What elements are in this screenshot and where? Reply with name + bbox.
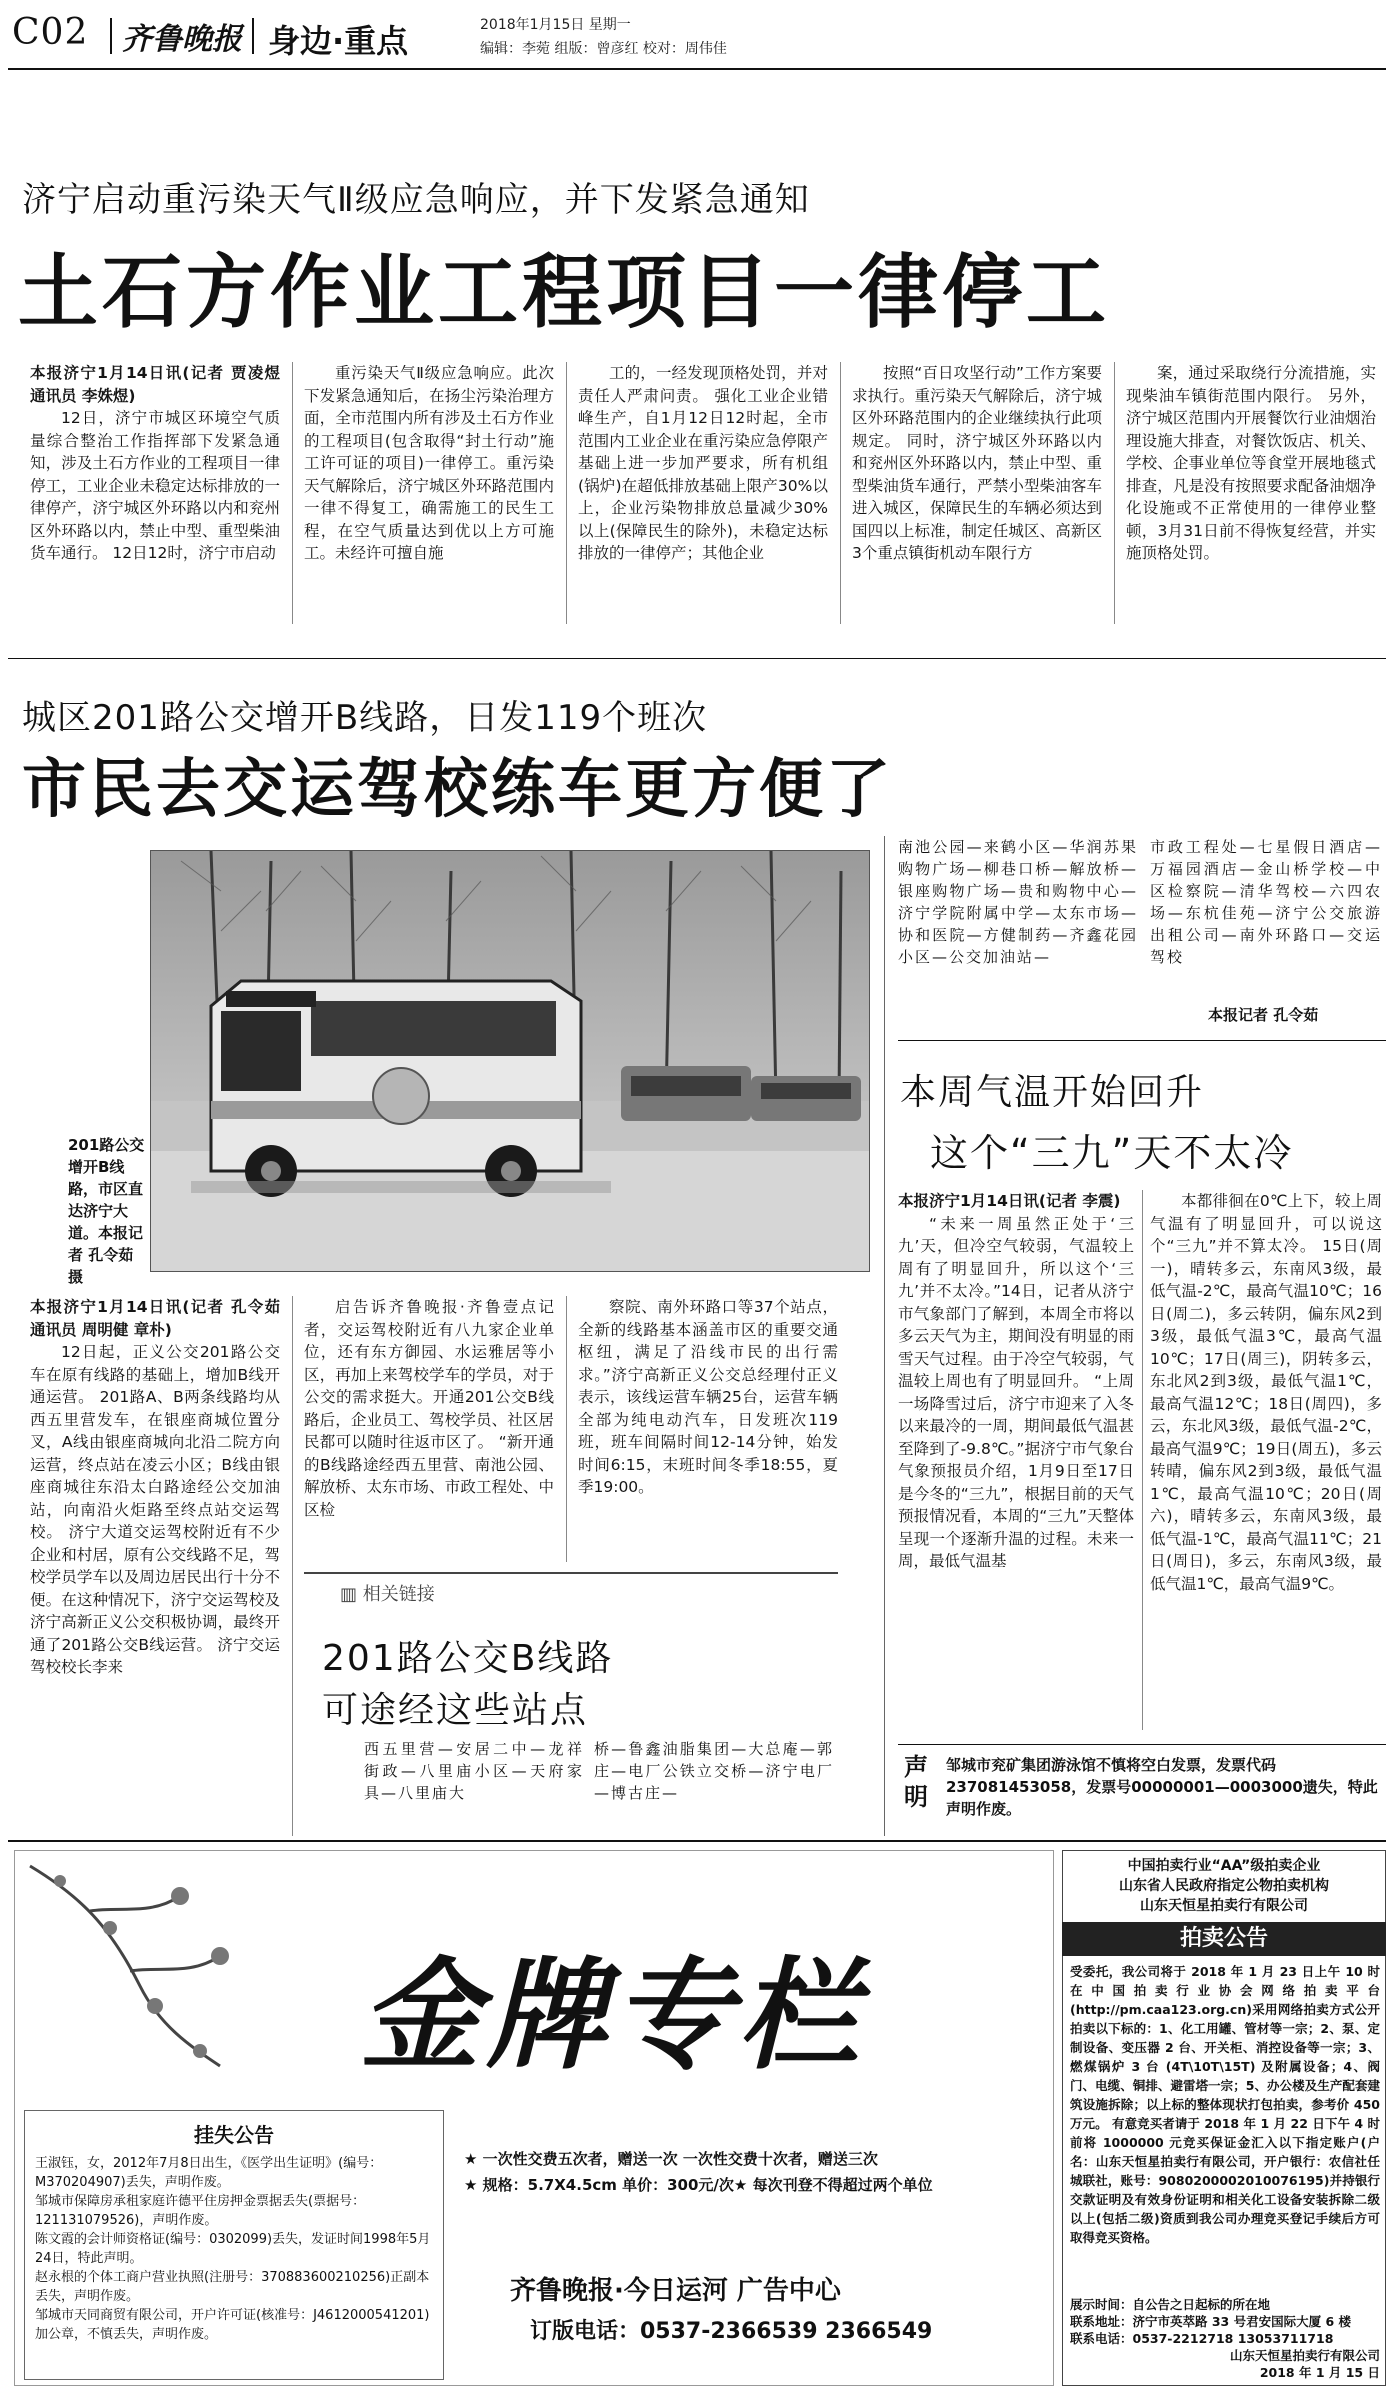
link-rule [304,1572,838,1574]
article-column [304,362,554,624]
ad-center-phone: 订版电话：0537-2366539 2366549 [530,2319,933,2344]
article-headline: 这个“三九”天不太冷 [930,1131,1294,1175]
column-divider [840,362,841,624]
auction-address: 联系地址：济宁市英萃路 33 号君安国际大厦 6 楼 [1070,2314,1352,2329]
article-column [578,362,828,624]
article-text: 案，通过采取绕行分流措施，实现柴油车镇街范围内限行。 另外，济宁城区范围内开展餐饮行业油烟治理设施大排查，对餐饮饭店、机关、学校、企事业单位等食堂开展地毯式排查，凡是没有按照要求配备油烟净化设施或不正常使用的一律停业整顿，3月31日前不得恢复经营，并实施顶格处罚。 [1126,364,1376,562]
auction-org-line: 中国拍卖行业“AA”级拍卖企业 [1127,1858,1321,1874]
section-rule [8,658,1386,659]
article-column [30,1296,280,1836]
price-line: ★ 一次性交费五次者，赠送一次 一次性交费十次者，赠送三次 [464,2150,878,2168]
auction-contact [1070,2296,1380,2381]
article-headline: 市民去交运驾校练车更方便了 [22,753,893,827]
section-rule [898,1040,1386,1041]
column-divider [292,362,293,624]
article-column [1126,362,1376,624]
section-title: 身边·重点 [268,22,409,60]
article-text: 本都徘徊在0℃上下，较上周气温有了明显回升，可以说这个“三九”并不算太冷。 15日(周一)，晴转多云，东南风3级，最低气温-2℃，最高气温10℃；16日(周二)，多云转阴，偏东风2到3级，最低气温3℃，最高气温10℃；17日(周三)，阴转多云，东北风2到3级，最低气温1℃，最高气温12℃；18日(周四)，多云，东北风3级，最低气温-2℃，最高气温9℃；19日(周五)，多云转晴，偏东风2到3级，最低气温1℃，最高气温10℃；20日(周六)，晴转多云，东南风3级，最低气温-1℃，最高气温11℃；21日(周日)，多云，东南风3级，最低气温1℃，最高气温9℃。 [1150,1192,1382,1593]
lost-notice-item: 赵永根的个体工商户营业执照(注册号：370883600210256)正副本丢失，声明作废。 [35,2270,430,2304]
auction-org-lines [1062,1856,1386,1916]
article-column [1150,1190,1382,1730]
statement-label: 声明 [904,1753,928,1811]
lost-notice-item: 邹城市保障房承租家庭许德平住房押金票据丢失(票据号：121131079526)，声明作废。 [35,2194,366,2228]
article-kicker: 本周气温开始回升 [900,1072,1205,1113]
link-title: 201路公交B线路 [322,1638,614,1679]
section-rule [898,1744,1386,1745]
auction-title: 拍卖公告 [1062,1922,1386,1956]
auction-org-line: 山东省人民政府指定公物拍卖机构 [1119,1878,1329,1894]
station-list: 南池公园—来鹤小区—华润苏果购物广场—柳巷口桥—解放桥—银座购物广场—贵和购物中心—济宁学院附属中学—太东市场—协和医院—方健制药—齐鑫花园小区—公交加油站— [898,838,1138,966]
lost-notice-title: 挂失公告 [194,2123,274,2147]
paper-logo: 齐鲁晚报 [122,22,242,57]
article-text: “未来一周虽然正处于‘三九’天，但冷空气较弱，气温较上周有了明显回升，所以这个‘三九’并不太冷。”14日，记者从济宁市气象部门了解到，本周全市将以多云天气为主，期间没有明显的雨雪天气过程。由于冷空气较弱，气温较上周也有了明显回升。 “上周一场降雪过后，济宁市迎来了入冬以来最冷的一周，期间最低气温甚至降到了-9.8℃。”据济宁市气象台气象预报员介绍，1月9日至17日是今冬的“三九”，根据目前的天气预报情况看，本周的“三九”天整体呈现一个逐渐升温的过程。未来一周，最低气温基 [898,1214,1134,1570]
article-text: 工的，一经发现顶格处罚，并对责任人严肃问责。 强化工业企业错峰生产，自1月12日12时起，全市范围内工业企业在重污染应急停限产基础上进一步加严要求，所有机组(锅炉)在超低排放基础上限产30%以上，企业污染物排放总量减少30%以上(保障民生的除外)，未稳定达标排放的一律停产；其他企业 [578,364,828,562]
article-column [852,362,1102,624]
article-column [30,362,280,624]
auction-venue: 展示时间：自公告之日起标的所在地 [1070,2297,1271,2312]
article-byline: 本报济宁1月14日讯(记者 贾凌煜 通讯员 李姝煜) [30,364,280,405]
staff-line: 编辑：李菀 组版：曾彦红 校对：周伟佳 [480,41,727,57]
link-icon: ▥ [340,1584,358,1605]
article-headline: 土石方作业工程项目一律停工 [18,246,1110,339]
reporter-name: 本报记者 孔令茹 [1208,1006,1319,1024]
section-rule [8,1840,1386,1842]
article-byline: 本报济宁1月14日讯(记者 李震) [898,1192,1121,1210]
header-divider [252,18,254,54]
column-divider [1114,362,1115,624]
column-divider [566,362,567,624]
column-divider [884,836,885,1836]
auction-signature: 山东天恒星拍卖行有限公司 [1229,2348,1380,2363]
bus-illustration [151,851,870,1272]
auction-org-line: 山东天恒星拍卖行有限公司 [1140,1898,1308,1914]
auction-date: 2018 年 1 月 15 日 [1259,2365,1380,2380]
lost-notice-box [24,2110,444,2380]
article-column [304,1296,554,1562]
auction-phone: 联系电话：0537-2212718 13053711718 [1070,2331,1334,2346]
bus-photo [150,850,870,1272]
column-divider [566,1296,567,1562]
statement-text: 邹城市兖矿集团游泳馆不慎将空白发票，发票代码237081453058，发票号00000001—0003000遗失，特此声明作废。 [946,1756,1378,1818]
article-text: 按照“百日攻坚行动”工作方案要求执行。重污染天气解除后，济宁城区外环路范围内的企业继续执行此项规定。 同时，济宁城区外环路以内和兖州区外环路以内，禁止中型、重型柴油货车通行，严禁小型柴油客车进入城区，保障民生的车辆必须达到国四以上标准，制定任城区、高新区3个重点镇街机动车限行方 [852,364,1102,562]
page-number: C02 [12,12,89,53]
article-text: 启告诉齐鲁晚报·齐鲁壹点记者，交运驾校附近有八九家企业单位，还有东方御园、水运雅居等小区，再加上来驾校学车的学员，对于公交的需求挺大。开通201公交B线路后，企业员工、驾校学员、社区居民都可以随时往返市区了。 “新开通的B线路途经西五里营、南池公园、解放桥、太东市场、市政工程处、中区检 [304,1298,554,1519]
article-text: 察院、南外环路口等37个站点，全新的线路基本涵盖市区的重要交通枢纽，满足了沿线市民的出行需求。”济宁高新正义公交总经理付正义表示，该线运营车辆25台，运营车辆全部为纯电动汽车，日发班次119班，班车间隔时间12-14分钟，始发时间6:15，末班时间冬季18:55，夏季19:00。 [578,1298,838,1496]
plum-blossom-icon [20,1856,320,2076]
article-text: 12日，济宁市城区环境空气质量综合整治工作指挥部下发紧急通知，涉及土石方作业的工程项目一律停工，工业企业未稳定达标排放的一律停产，济宁城区外环路以内和兖州区外环路以内，禁止中型、重型柴油货车通行。 12日12时，济宁市启动 [30,409,280,562]
station-list: 市政工程处—七星假日酒店—万福园酒店—金山桥学校—中区检察院—清华驾校—六四农场—东杭佳苑—济宁公交旅游出租公司—南外环路口—交运驾校 [1150,838,1382,966]
lost-notice-list [25,2154,443,2344]
article-text: 12日起，正义公交201路公交车在原有线路的基础上，增加B线开通运营。 201路A、B两条线路均从西五里营发车，在银座商城位置分叉，A线由银座商城向北沿二院方向运营，终点站在凌云小区；B线由银座商城往东沿太白路途经公交加油站，向南沿火炬路至终点站交运驾校。 济宁大道交运驾校附近有不少企业和村居，原有公交线路不足，驾校学员学车以及周边居民出行十分不便。在这种情况下，济宁交运驾校及济宁高新正义公交积极协调，最终开通了201路公交B线运营。 济宁交运驾校校长李来 [30,1343,280,1676]
column-divider [1142,1190,1143,1730]
ad-center-name: 齐鲁晚报·今日运河 广告中心 [510,2276,841,2306]
lost-notice-item: 邹城市天同商贸有限公司，开户许可证(核准号：J4612000541201)加公章，不慎丢失，声明作废。 [35,2308,430,2342]
article-byline: 本报济宁1月14日讯(记者 孔令茹 通讯员 周明健 章朴) [30,1298,280,1339]
header-rule [8,68,1386,70]
article-column [578,1296,838,1562]
ad-logo-text: 金牌专栏 [360,1945,864,2086]
article-kicker: 城区201路公交增开B线路，日发119个班次 [22,698,708,738]
station-list: 桥—鲁鑫油脂集团—大总庵—郭庄—电厂公铁立交桥—济宁电厂—博古庄— [594,1740,834,1802]
column-divider [292,1296,293,1836]
lost-notice-item: 王淑钰，女，2012年7月8日出生，《医学出生证明》(编号：M370204907)丢失，声明作废。 [35,2156,383,2190]
photo-caption: 201路公交增开B线路，市区直达济宁大道。本报记者 孔令茹 摄 [68,1136,145,1286]
lost-notice-item: 陈文霞的会计师资格证(编号：0302099)丢失，发证时间1998年5月24日，特此声明。 [35,2232,431,2266]
related-link-label: ▥ 相关链接 [340,1584,435,1605]
article-kicker: 济宁启动重污染天气Ⅱ级应急响应，并下发紧急通知 [22,180,810,220]
date-line: 2018年1月15日 星期一 [480,17,631,33]
article-column [898,1190,1134,1730]
price-line: ★ 规格：5.7X4.5cm 单价：300元/次★ 每次刊登不得超过两个单位 [464,2176,933,2194]
header-divider [110,18,112,54]
link-title: 可途经这些站点 [322,1690,589,1731]
station-list: 西五里营—安居二中—龙祥街政—八里庙小区—天府家具—八里庙大 [364,1740,584,1802]
auction-body: 受委托，我公司将于 2018 年 1 月 23 日上午 10 时在中国拍卖行业协会网络拍卖平台(http://pm.caa123.org.cn)采用网络拍卖方式公开拍卖以下标的：1、化工用罐、管材等一宗；2、泵、定制设备、变压器 2 台、开关柜、消控设备等一宗；3、燃煤锅炉 3 台 (4T\10T\15T) 及附属设备；4、阀门、电缆、铜排、避雷塔一宗；5、办公楼及生产配套建筑设施拆除；以上标的整体现状打包拍卖，参考价 450 万元。 有意竞买者请于 2018 年 1 月 22 日下午 4 时前将 1000000 元竞买保证金汇入以下指定账户(户名：山东天恒星拍卖行有限公司，开户银行：农信社任城联社，账号：9080200002010076195)并持银行交款证明及有效身份证明和相关化工设备安装拆除二级以上(包括二级)资质到我公司办理竞买登记手续后方可取得竞买资格。 [1070,1964,1380,2245]
article-text: 重污染天气Ⅱ级应急响应。此次下发紧急通知后，在扬尘污染治理方面，全市范围内所有涉及土石方作业的工程项目(包含取得“封土行动”施工许可证的项目)一律停工。重污染天气解除后，济宁城区外环路范围内一律不得复工，确需施工的民生工程，在空气质量达到优以上方可施工。未经许可擅自施 [304,364,554,562]
